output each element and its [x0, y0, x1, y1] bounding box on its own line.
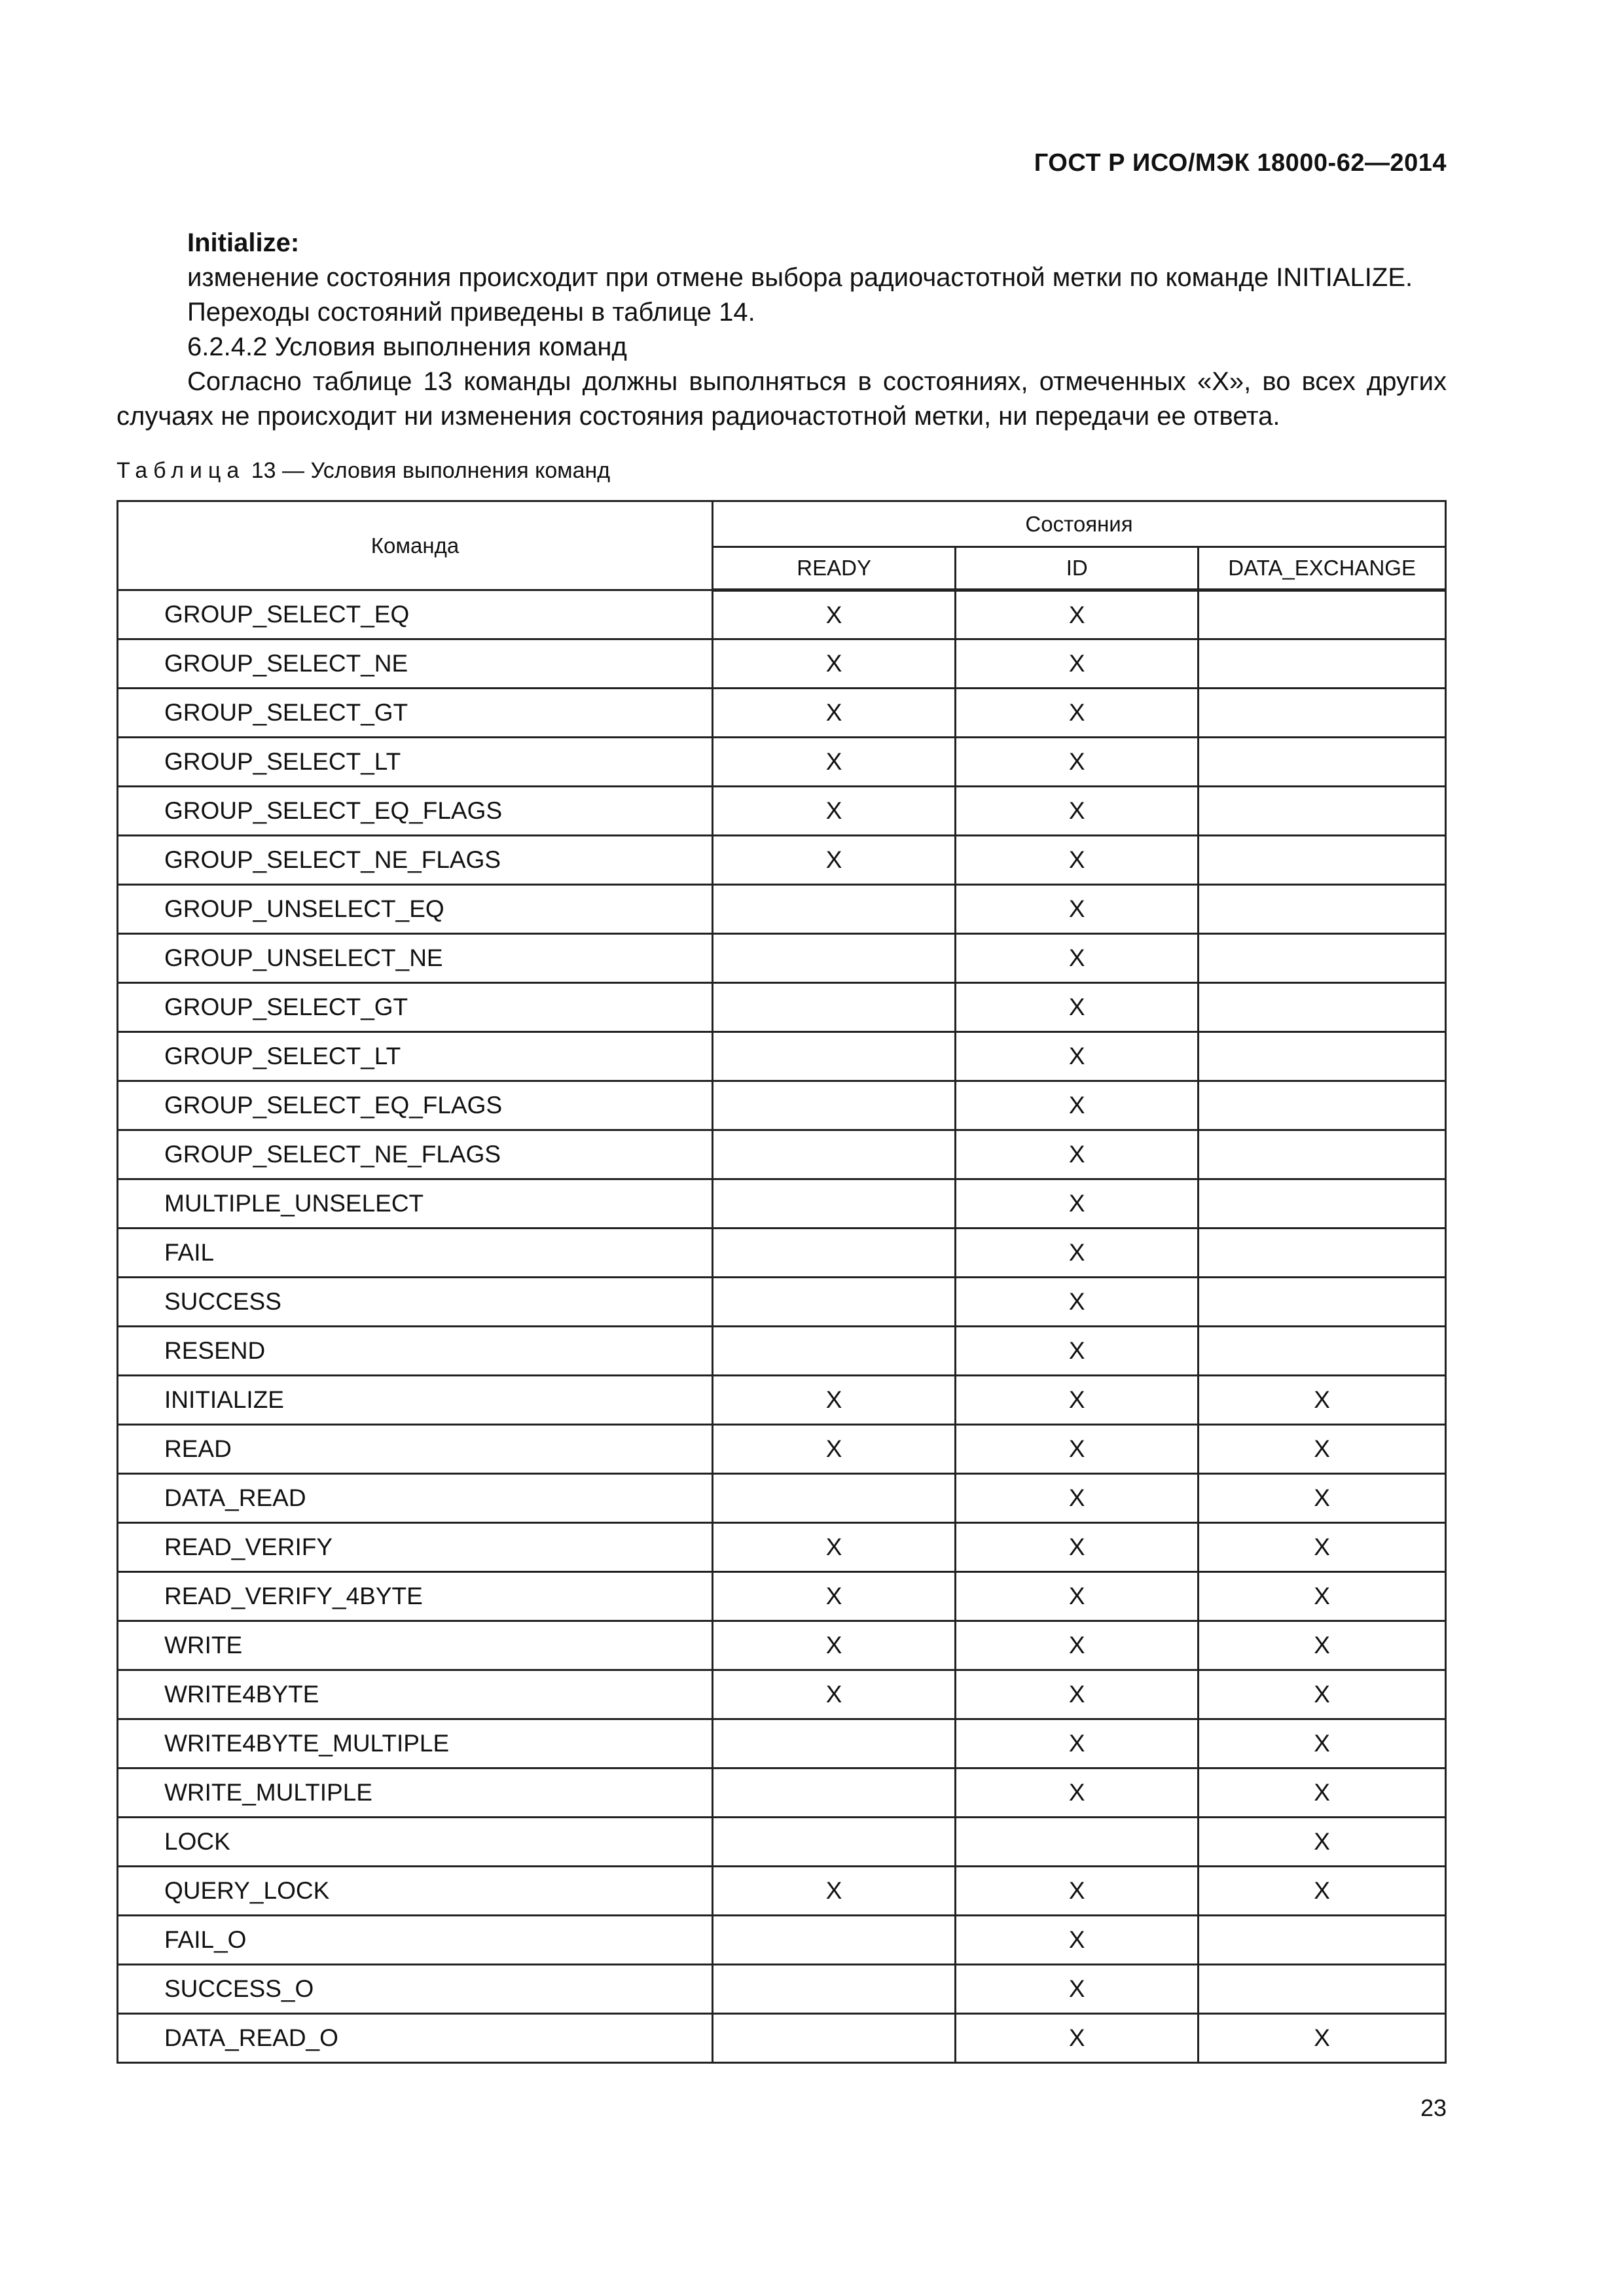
command-cell: GROUP_SELECT_LT	[118, 738, 713, 787]
command-cell: GROUP_SELECT_NE_FLAGS	[118, 1130, 713, 1179]
table-row	[118, 1818, 1446, 1867]
table-row	[118, 1719, 1446, 1768]
id-cell: X	[956, 1425, 1199, 1474]
id-cell: X	[956, 1965, 1199, 2014]
table-row	[118, 1670, 1446, 1719]
table-row	[118, 1081, 1446, 1130]
table-row	[118, 590, 1446, 639]
data-exchange-cell: X	[1199, 2014, 1446, 2063]
table-row	[118, 1965, 1446, 2014]
ready-cell	[713, 1081, 956, 1130]
command-cell: RESEND	[118, 1327, 713, 1376]
command-cell: DATA_READ_O	[118, 2014, 713, 2063]
data-exchange-cell: X	[1199, 1768, 1446, 1818]
command-cell: FAIL	[118, 1229, 713, 1278]
table-row	[118, 1621, 1446, 1670]
ready-cell: X	[713, 639, 956, 689]
table-row	[118, 2014, 1446, 2063]
id-cell: X	[956, 1572, 1199, 1621]
command-cell: SUCCESS_O	[118, 1965, 713, 2014]
data-exchange-cell: X	[1199, 1818, 1446, 1867]
table-row	[118, 1032, 1446, 1081]
ready-cell: X	[713, 1523, 956, 1572]
command-cell: DATA_READ	[118, 1474, 713, 1523]
intro-text	[117, 226, 1447, 434]
table-row	[118, 1376, 1446, 1425]
body-paragraph: Согласно таблице 13 команды должны выполняться в состояниях, отмеченных «X», во всех других случаях не происходит ни изменения состояния радиочастотной метки, ни передачи ее ответа.	[117, 367, 1447, 431]
table-row	[118, 787, 1446, 836]
data-exchange-cell: X	[1199, 1474, 1446, 1523]
data-exchange-cell: X	[1199, 1719, 1446, 1768]
id-cell: X	[956, 590, 1199, 639]
id-cell: X	[956, 1867, 1199, 1916]
data-exchange-cell	[1199, 934, 1446, 983]
data-exchange-cell	[1199, 1130, 1446, 1179]
ready-cell: X	[713, 1621, 956, 1670]
table-row	[118, 689, 1446, 738]
data-exchange-cell	[1199, 738, 1446, 787]
data-exchange-cell	[1199, 590, 1446, 639]
ready-cell: X	[713, 1572, 956, 1621]
command-cell: GROUP_SELECT_EQ_FLAGS	[118, 787, 713, 836]
command-cell: GROUP_UNSELECT_EQ	[118, 885, 713, 934]
command-cell: GROUP_SELECT_LT	[118, 1032, 713, 1081]
ready-cell: X	[713, 738, 956, 787]
ready-cell	[713, 1130, 956, 1179]
ready-cell	[713, 1818, 956, 1867]
id-cell: X	[956, 1670, 1199, 1719]
id-cell: X	[956, 1327, 1199, 1376]
command-cell: GROUP_SELECT_NE	[118, 639, 713, 689]
id-cell: X	[956, 1474, 1199, 1523]
id-cell: X	[956, 1621, 1199, 1670]
command-cell: GROUP_SELECT_EQ_FLAGS	[118, 1081, 713, 1130]
column-header-id: ID	[956, 547, 1199, 590]
id-cell: X	[956, 1523, 1199, 1572]
data-exchange-cell	[1199, 836, 1446, 885]
table-row	[118, 1229, 1446, 1278]
id-cell: X	[956, 1179, 1199, 1229]
ready-cell	[713, 1474, 956, 1523]
id-cell: X	[956, 1768, 1199, 1818]
command-cell: WRITE_MULTIPLE	[118, 1768, 713, 1818]
command-cell: WRITE4BYTE	[118, 1670, 713, 1719]
table-caption-title: 13 — Условия выполнения команд	[251, 458, 611, 483]
ready-cell: X	[713, 689, 956, 738]
data-exchange-cell: X	[1199, 1867, 1446, 1916]
table-caption	[117, 458, 610, 484]
data-exchange-cell: X	[1199, 1376, 1446, 1425]
command-cell: GROUP_SELECT_EQ	[118, 590, 713, 639]
command-cell: LOCK	[118, 1818, 713, 1867]
table-row	[118, 639, 1446, 689]
data-exchange-cell	[1199, 1032, 1446, 1081]
data-exchange-cell	[1199, 1916, 1446, 1965]
command-cell: SUCCESS	[118, 1278, 713, 1327]
data-exchange-cell	[1199, 639, 1446, 689]
command-cell: INITIALIZE	[118, 1376, 713, 1425]
table-row	[118, 1179, 1446, 1229]
ready-cell: X	[713, 1376, 956, 1425]
table-row	[118, 1867, 1446, 1916]
data-exchange-cell	[1199, 1965, 1446, 2014]
ready-cell	[713, 1719, 956, 1768]
ready-cell: X	[713, 590, 956, 639]
command-cell: GROUP_SELECT_NE_FLAGS	[118, 836, 713, 885]
table-row	[118, 1768, 1446, 1818]
id-cell: X	[956, 689, 1199, 738]
ready-cell	[713, 1278, 956, 1327]
id-cell: X	[956, 885, 1199, 934]
command-cell: QUERY_LOCK	[118, 1867, 713, 1916]
ready-cell: X	[713, 1425, 956, 1474]
command-conditions-table	[117, 500, 1447, 2064]
id-cell: X	[956, 934, 1199, 983]
section-heading: 6.2.4.2 Условия выполнения команд	[187, 332, 627, 361]
data-exchange-cell: X	[1199, 1425, 1446, 1474]
command-cell: WRITE	[118, 1621, 713, 1670]
table-row	[118, 983, 1446, 1032]
table-row	[118, 1523, 1446, 1572]
data-exchange-cell: X	[1199, 1621, 1446, 1670]
data-exchange-cell	[1199, 787, 1446, 836]
id-cell: X	[956, 1032, 1199, 1081]
column-header-command: Команда	[118, 501, 713, 590]
id-cell	[956, 1818, 1199, 1867]
ready-cell: X	[713, 1670, 956, 1719]
table-row	[118, 836, 1446, 885]
ready-cell	[713, 983, 956, 1032]
ready-cell	[713, 885, 956, 934]
table-row	[118, 885, 1446, 934]
ready-cell	[713, 1327, 956, 1376]
command-cell: GROUP_SELECT_GT	[118, 689, 713, 738]
command-cell: READ_VERIFY	[118, 1523, 713, 1572]
table-row	[118, 1572, 1446, 1621]
ready-cell	[713, 1916, 956, 1965]
ready-cell	[713, 1229, 956, 1278]
table-row	[118, 1474, 1446, 1523]
data-exchange-cell	[1199, 983, 1446, 1032]
command-cell: MULTIPLE_UNSELECT	[118, 1179, 713, 1229]
command-cell: WRITE4BYTE_MULTIPLE	[118, 1719, 713, 1768]
page-number: 23	[1420, 2094, 1447, 2121]
column-header-data-exchange: DATA_EXCHANGE	[1199, 547, 1446, 590]
data-exchange-cell: X	[1199, 1572, 1446, 1621]
table-row	[118, 1130, 1446, 1179]
ready-cell: X	[713, 836, 956, 885]
data-exchange-cell: X	[1199, 1670, 1446, 1719]
data-exchange-cell	[1199, 1229, 1446, 1278]
id-cell: X	[956, 1719, 1199, 1768]
command-cell: READ	[118, 1425, 713, 1474]
table-body	[118, 590, 1446, 2063]
data-exchange-cell: X	[1199, 1523, 1446, 1572]
id-cell: X	[956, 983, 1199, 1032]
table-row	[118, 1916, 1446, 1965]
ready-cell	[713, 1768, 956, 1818]
table-row	[118, 1278, 1446, 1327]
data-exchange-cell	[1199, 1278, 1446, 1327]
column-header-ready: READY	[713, 547, 956, 590]
data-exchange-cell	[1199, 689, 1446, 738]
data-exchange-cell	[1199, 1081, 1446, 1130]
ready-cell	[713, 1965, 956, 2014]
term-definition: изменение состояния происходит при отмене выбора радиочастотной метки по команде INITIALIZE.	[187, 263, 1413, 292]
id-cell: X	[956, 836, 1199, 885]
id-cell: X	[956, 1278, 1199, 1327]
id-cell: X	[956, 2014, 1199, 2063]
data-exchange-cell	[1199, 1179, 1446, 1229]
command-cell: FAIL_O	[118, 1916, 713, 1965]
ready-cell	[713, 2014, 956, 2063]
table-row	[118, 738, 1446, 787]
ready-cell	[713, 1032, 956, 1081]
ready-cell: X	[713, 787, 956, 836]
id-cell: X	[956, 1229, 1199, 1278]
ready-cell	[713, 934, 956, 983]
command-cell: GROUP_SELECT_GT	[118, 983, 713, 1032]
id-cell: X	[956, 1081, 1199, 1130]
id-cell: X	[956, 639, 1199, 689]
id-cell: X	[956, 787, 1199, 836]
ready-cell: X	[713, 1867, 956, 1916]
data-exchange-cell	[1199, 1327, 1446, 1376]
table-row	[118, 934, 1446, 983]
id-cell: X	[956, 1130, 1199, 1179]
id-cell: X	[956, 1376, 1199, 1425]
transitions-note: Переходы состояний приведены в таблице 14.	[187, 298, 755, 327]
ready-cell	[713, 1179, 956, 1229]
table-row	[118, 1425, 1446, 1474]
table-row	[118, 1327, 1446, 1376]
column-header-states: Состояния	[713, 501, 1446, 547]
id-cell: X	[956, 1916, 1199, 1965]
term-initialize: Initialize:	[187, 228, 300, 257]
command-cell: READ_VERIFY_4BYTE	[118, 1572, 713, 1621]
command-cell: GROUP_UNSELECT_NE	[118, 934, 713, 983]
id-cell: X	[956, 738, 1199, 787]
document-header: ГОСТ Р ИСО/МЭК 18000-62—2014	[1034, 149, 1447, 177]
data-exchange-cell	[1199, 885, 1446, 934]
table-caption-label: Таблица	[117, 458, 245, 483]
